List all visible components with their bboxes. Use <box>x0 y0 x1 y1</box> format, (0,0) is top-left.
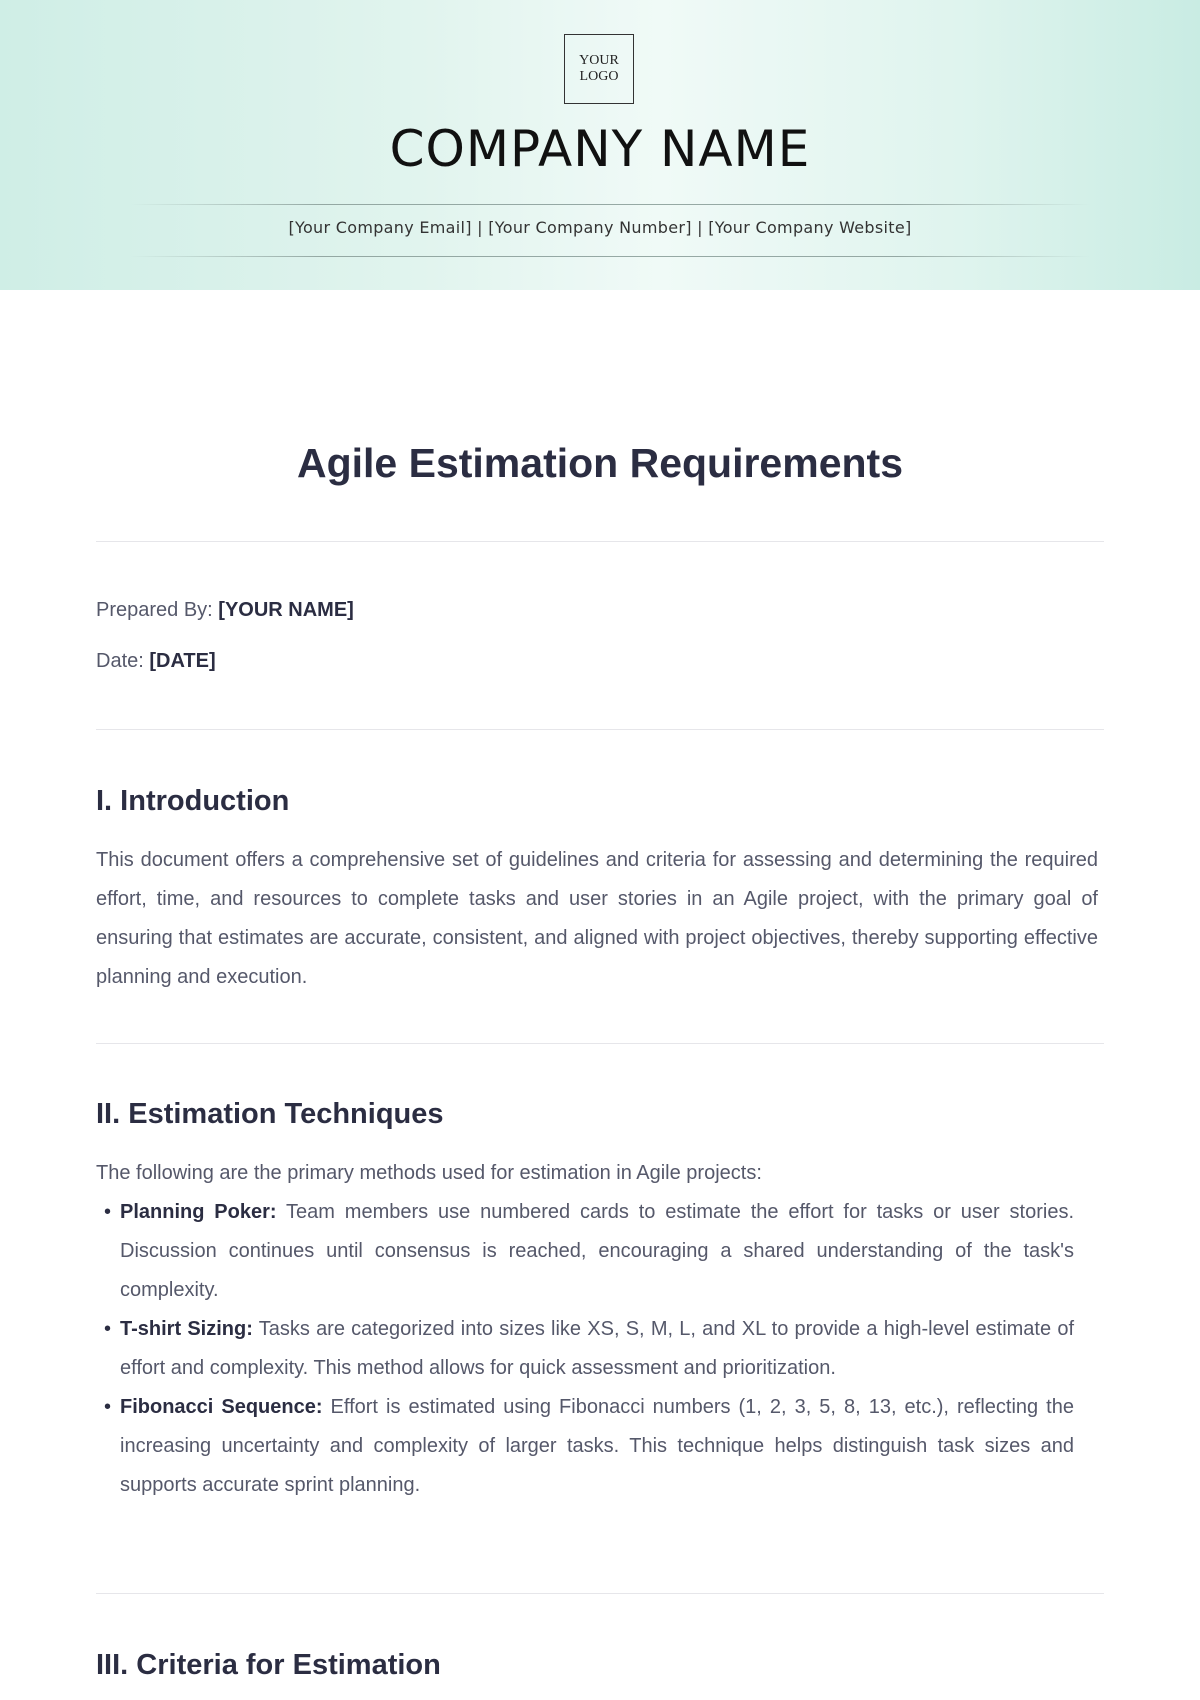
document-title: Agile Estimation Requirements <box>296 440 903 486</box>
logo-line-1: YOUR <box>579 53 619 68</box>
list-item-text: Effort is estimated using Fibonacci numbers (1, 2, 3, 5, 8, 13, etc.), reflecting the increasing uncertainty and complexity of larger tasks. This technique helps distinguish task sizes and supports accurate sprint planning. <box>120 1396 1074 1496</box>
divider-after-meta <box>96 729 1104 730</box>
section-heading-introduction: I. Introduction <box>96 785 290 817</box>
header-rule-top <box>130 204 1090 205</box>
company-logo <box>564 34 634 104</box>
logo-line-2: LOGO <box>579 69 619 84</box>
bullet-icon: • <box>104 1396 112 1418</box>
header-banner <box>0 0 1200 290</box>
prepared-by-value: [YOUR NAME] <box>218 599 354 621</box>
bullet-icon: • <box>104 1201 112 1223</box>
list-item-text: Team members use numbered cards to estimate the effort for tasks or user stories. Discussion continues until consensus is reached, encouraging a shared understanding of the task's complexity. <box>120 1201 1074 1301</box>
date-value: [DATE] <box>149 650 216 672</box>
prepared-by-label: Prepared By: <box>96 599 219 621</box>
divider-after-techniques <box>96 1593 1104 1594</box>
list-item-term: Fibonacci Sequence: <box>120 1396 323 1418</box>
company-name: COMPANY NAME <box>389 120 811 178</box>
section-heading-techniques: II. Estimation Techniques <box>96 1098 444 1130</box>
header-rule-bottom <box>130 256 1090 257</box>
date-line <box>96 650 216 673</box>
divider-after-introduction <box>96 1043 1104 1044</box>
divider-after-title <box>96 541 1104 542</box>
list-item-term: T-shirt Sizing: <box>120 1318 253 1340</box>
introduction-paragraph: This document offers a comprehensive set of guidelines and criteria for assessing and determining the required effort, time, and resources to complete tasks and user stories in an Agile project, with the primary goal of ensuring that estimates are accurate, consistent, and aligned with project objectives, thereby supporting effective planning and execution. <box>96 849 1098 988</box>
date-label: Date: <box>96 650 150 672</box>
section-heading-criteria: III. Criteria for Estimation <box>96 1649 441 1681</box>
list-item-term: Planning Poker: <box>120 1201 277 1223</box>
list-item <box>96 1310 1074 1388</box>
company-contact-line: [Your Company Email] | [Your Company Number] | [Your Company Website] <box>288 218 912 237</box>
bullet-icon: • <box>104 1318 112 1340</box>
techniques-list <box>96 1193 1074 1505</box>
list-item-text: Tasks are categorized into sizes like XS, S, M, L, and XL to provide a high-level estimate of effort and complexity. This method allows for quick assessment and prioritization. <box>120 1318 1074 1379</box>
techniques-intro: The following are the primary methods used for estimation in Agile projects: <box>96 1162 762 1184</box>
list-item <box>96 1193 1074 1310</box>
prepared-by-line <box>96 599 354 622</box>
list-item <box>96 1388 1074 1505</box>
